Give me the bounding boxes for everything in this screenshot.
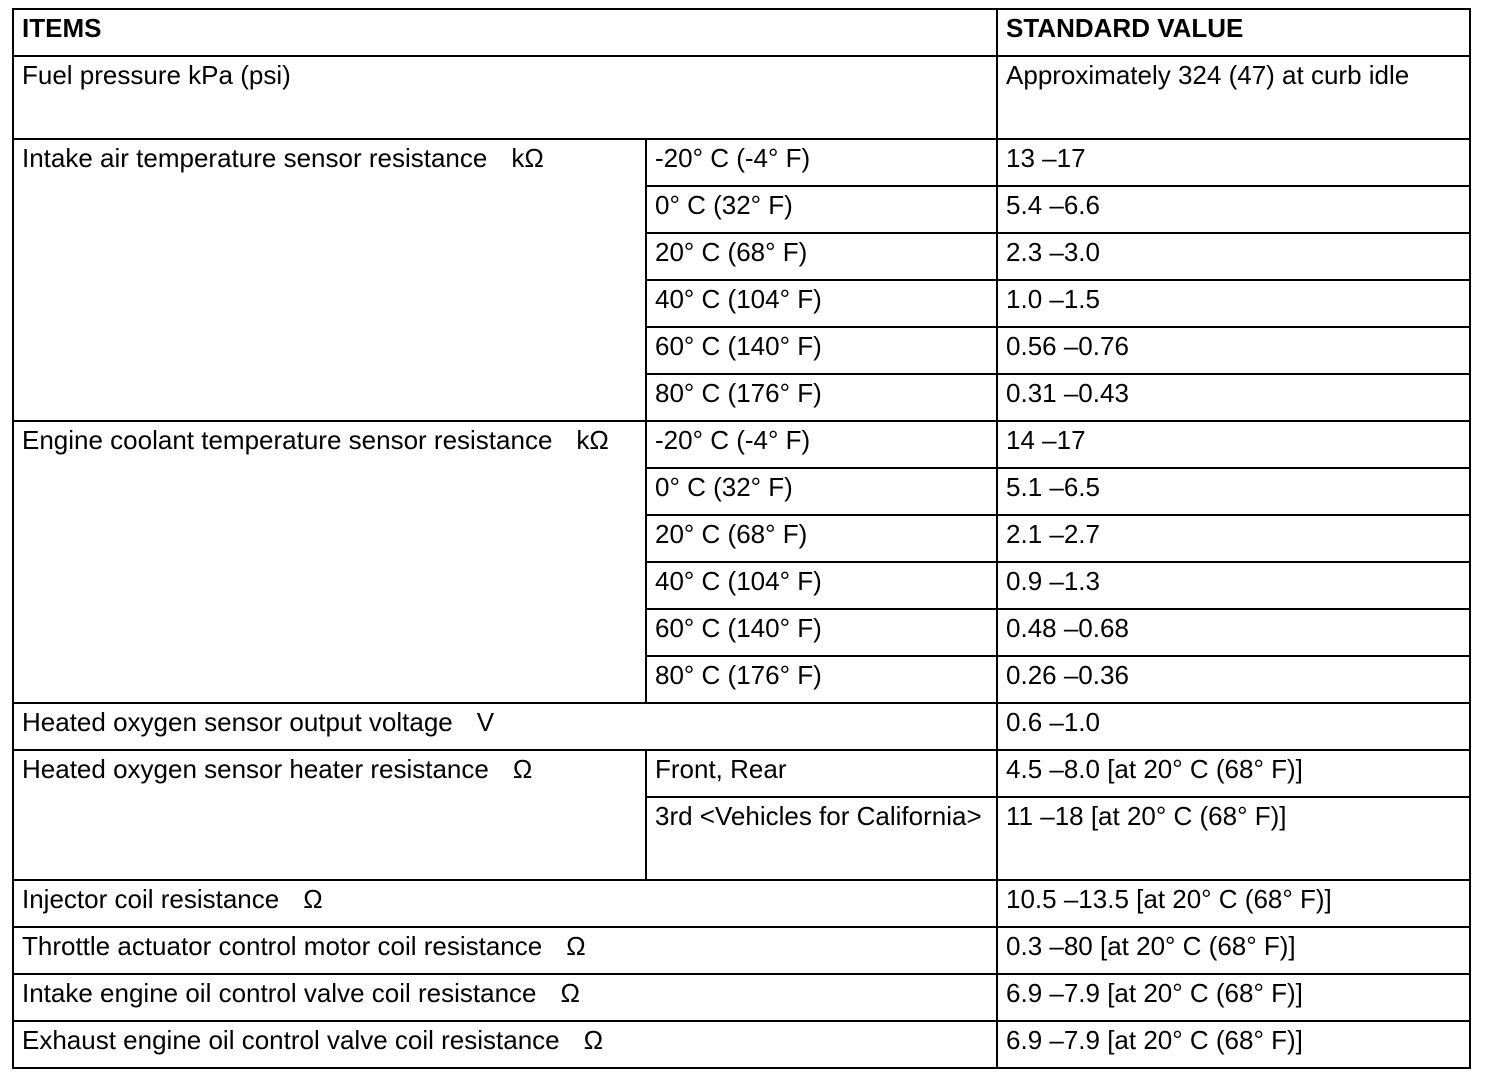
- row-label-injector: [13, 880, 997, 927]
- value-cell: 14 –17: [997, 421, 1470, 468]
- condition-cell: 20° C (68° F): [646, 233, 997, 280]
- condition-cell: 60° C (140° F): [646, 609, 997, 656]
- table-row: [13, 139, 1470, 186]
- table-row: [13, 927, 1470, 974]
- value-cell: 1.0 –1.5: [997, 280, 1470, 327]
- condition-cell: 40° C (104° F): [646, 562, 997, 609]
- label-text: Heated oxygen sensor output voltage: [22, 707, 453, 737]
- row-label-intake-air-temp: [13, 139, 646, 421]
- value-cell: 11 –18 [at 20° C (68° F)]: [997, 797, 1470, 880]
- row-label-engine-coolant-temp: [13, 421, 646, 703]
- value-cell: 13 –17: [997, 139, 1470, 186]
- condition-cell: 80° C (176° F): [646, 374, 997, 421]
- unit-text: Ω: [560, 978, 580, 1008]
- value-cell: 0.9 –1.3: [997, 562, 1470, 609]
- table-row: [13, 421, 1470, 468]
- table-row: [13, 56, 1470, 139]
- row-label-exhaust-ocv: [13, 1021, 997, 1068]
- value-cell: 6.9 –7.9 [at 20° C (68° F)]: [997, 1021, 1470, 1068]
- condition-cell: 0° C (32° F): [646, 186, 997, 233]
- value-cell: 0.56 –0.76: [997, 327, 1470, 374]
- row-value-fuel-pressure: Approximately 324 (47) at curb idle: [997, 56, 1470, 139]
- value-cell: 4.5 –8.0 [at 20° C (68° F)]: [997, 750, 1470, 797]
- table-row: [13, 703, 1470, 750]
- label-text: Throttle actuator control motor coil resistance: [22, 931, 543, 961]
- unit-text: Ω: [566, 931, 586, 961]
- value-cell: 0.6 –1.0: [997, 703, 1470, 750]
- row-label-ho2s-heater: [13, 750, 646, 880]
- value-cell: 0.31 –0.43: [997, 374, 1470, 421]
- unit-text: Ω: [303, 884, 323, 914]
- row-label-intake-ocv: [13, 974, 997, 1021]
- header-items: ITEMS: [13, 9, 997, 56]
- label-text: Heated oxygen sensor heater resistance: [22, 754, 489, 784]
- value-cell: 2.3 –3.0: [997, 233, 1470, 280]
- condition-cell: 3rd <Vehicles for California>: [646, 797, 997, 880]
- value-cell: 0.48 –0.68: [997, 609, 1470, 656]
- table-row: [13, 750, 1470, 797]
- unit-text: V: [476, 707, 495, 737]
- condition-cell: 0° C (32° F): [646, 468, 997, 515]
- condition-cell: -20° C (-4° F): [646, 139, 997, 186]
- condition-cell: Front, Rear: [646, 750, 997, 797]
- header-standard-value: STANDARD VALUE: [997, 9, 1470, 56]
- value-cell: 10.5 –13.5 [at 20° C (68° F)]: [997, 880, 1470, 927]
- label-text: Intake engine oil control valve coil resistance: [22, 978, 537, 1008]
- value-cell: 5.4 –6.6: [997, 186, 1470, 233]
- row-label-ho2s-voltage: [13, 703, 997, 750]
- condition-cell: 60° C (140° F): [646, 327, 997, 374]
- table-row: [13, 1021, 1470, 1068]
- unit-text: Ω: [512, 754, 533, 784]
- row-label-throttle: [13, 927, 997, 974]
- unit-text: Ω: [583, 1025, 604, 1055]
- value-cell: 0.3 –80 [at 20° C (68° F)]: [997, 927, 1470, 974]
- row-label-fuel-pressure: Fuel pressure kPa (psi): [13, 56, 997, 139]
- condition-cell: 80° C (176° F): [646, 656, 997, 703]
- value-cell: 5.1 –6.5: [997, 468, 1470, 515]
- label-text: Exhaust engine oil control valve coil resistance: [22, 1025, 560, 1055]
- label-text: Intake air temperature sensor resistance: [22, 143, 488, 173]
- table-row: [13, 880, 1470, 927]
- condition-cell: 20° C (68° F): [646, 515, 997, 562]
- table-header-row: [13, 9, 1470, 56]
- specifications-table: [12, 8, 1471, 1069]
- unit-text: kΩ: [576, 425, 609, 455]
- condition-cell: 40° C (104° F): [646, 280, 997, 327]
- label-text: Injector coil resistance: [22, 884, 280, 914]
- condition-cell: -20° C (-4° F): [646, 421, 997, 468]
- value-cell: 6.9 –7.9 [at 20° C (68° F)]: [997, 974, 1470, 1021]
- label-text: Engine coolant temperature sensor resistance: [22, 425, 553, 455]
- unit-text: kΩ: [511, 143, 544, 173]
- value-cell: 2.1 –2.7: [997, 515, 1470, 562]
- value-cell: 0.26 –0.36: [997, 656, 1470, 703]
- table-row: [13, 974, 1470, 1021]
